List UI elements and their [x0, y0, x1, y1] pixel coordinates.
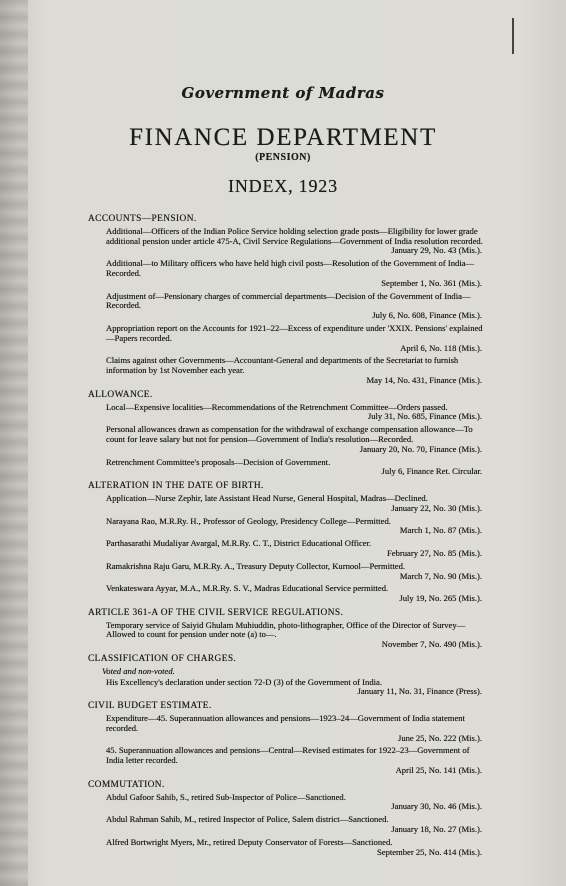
index-entry [106, 678, 484, 698]
index-entry [106, 494, 484, 514]
index-entry [106, 746, 484, 775]
entry-text: Application—Nurse Zephir, late Assistant Head Nurse, General Hospital, Madras—Declined. [106, 492, 428, 503]
index-entry [106, 714, 484, 743]
entry-text: Temporary service of Saiyid Ghulam Muhiuddin, photo-lithographer, Office of the Director of Survey—Allowed to count for pension under note (a) to—. [106, 619, 466, 640]
section-title: ALTERATION IN THE DATE OF BIRTH. [88, 481, 264, 492]
entry-text: Venkateswara Ayyar, M.A., M.R.Ry. S. V., Madras Educational Service permitted. [106, 583, 389, 594]
entry-reference: February 27, No. 85 (Mis.). [387, 547, 482, 558]
entry-reference: July 6, Finance Ret. Circular. [381, 466, 482, 477]
index-entry [106, 458, 484, 478]
entry-text: His Excellency's declaration under section 72-D (3) of the Government of India. [106, 676, 382, 687]
index-content [88, 210, 484, 860]
entry-reference: July 19, No. 265 (Mis.). [399, 593, 482, 604]
entry-reference: January 30, No. 46 (Mis.). [391, 801, 482, 812]
index-entry [106, 259, 484, 288]
index-entry [106, 292, 484, 321]
section-title: COMMUTATION. [88, 779, 165, 790]
entry-reference: November 7, No. 490 (Mis.). [381, 639, 482, 650]
entry-text: Retrenchment Committee's proposals—Decision of Government. [106, 456, 331, 467]
section-title: ACCOUNTS—PENSION. [88, 214, 197, 224]
entry-reference: January 18, No. 27 (Mis.). [391, 824, 482, 835]
entry-text: Additional—Officers of the Indian Police Service holding selection grade posts—Eligibility for lower grade additional pension under article 475-A, Civil Service Regulations—Government of India resolution recorded. [106, 225, 483, 246]
entry-reference: January 11, No. 31, Finance (Press). [357, 686, 482, 697]
entry-reference: January 22, No. 30 (Mis.). [391, 502, 482, 513]
department-subtitle: (PENSION) [255, 152, 311, 163]
entry-text: Appropriation report on the Accounts for 1921–22—Excess of expenditure under 'XXIX. Pensions' explained—Papers recorded. [106, 322, 483, 343]
entry-reference: January 29, No. 43 (Mis.). [391, 245, 482, 256]
index-section [88, 609, 484, 650]
entry-text: Parthasarathi Mudaliyar Avargal, M.R.Ry. C. T., District Educational Officer. [106, 538, 372, 549]
index-entry [106, 539, 484, 559]
entry-reference: September 1, No. 361 (Mis.). [381, 277, 482, 288]
index-section [88, 702, 484, 776]
entry-reference: May 14, No. 431, Finance (Mis.). [366, 374, 482, 385]
index-entry [106, 517, 484, 537]
entry-text: Narayana Rao, M.R.Ry. H., Professor of Geology, Presidency College—Permitted. [106, 515, 391, 526]
index-entry [106, 793, 484, 813]
entry-reference: March 1, No. 87 (Mis.). [399, 525, 482, 536]
entry-text: Claims against other Governments—Accountant-General and departments of the Secretariat to furnish information by 1st November each year. [106, 355, 459, 376]
entry-reference: April 6, No. 118 (Mis.). [400, 342, 482, 353]
entry-text: 45. Superannuation allowances and pensions—Central—Revised estimates for 1922–23—Government of India letter recorded. [106, 745, 470, 766]
entry-text: Expenditure—45. Superannuation allowances and pensions—1923–24—Government of India statement recorded. [106, 713, 465, 733]
index-section [88, 655, 484, 697]
entry-reference: April 25, No. 141 (Mis.). [395, 765, 482, 776]
section-title: ARTICLE 361-A OF THE CIVIL SERVICE REGULATIONS. [88, 607, 344, 618]
entry-text: Local—Expensive localities—Recommendations of the Retrenchment Committee—Orders passed. [106, 401, 448, 412]
department-title: FINANCE DEPARTMENT [129, 124, 437, 151]
index-entry [106, 324, 484, 353]
entry-text: Ramakrishna Raju Garu, M.R.Ry. A., Treasury Deputy Collector, Kurnool—Permitted. [106, 560, 406, 571]
index-entry [106, 621, 484, 650]
entry-text: Alfred Bortwright Myers, Mr., retired Deputy Conservator of Forests—Sanctioned. [106, 836, 393, 847]
entry-reference: March 7, No. 90 (Mis.). [399, 570, 482, 581]
entry-text: Abdul Gafoor Sahib, S., retired Sub-Inspector of Police—Sanctioned. [106, 791, 346, 802]
index-entry [106, 562, 484, 582]
index-entry [106, 356, 484, 385]
section-title: CIVIL BUDGET ESTIMATE. [88, 701, 212, 712]
entry-reference: July 6, No. 608, Finance (Mis.). [372, 310, 482, 321]
index-entry [106, 227, 484, 256]
index-section [88, 391, 484, 477]
index-section [88, 781, 484, 858]
section-title: ALLOWANCE. [88, 389, 153, 400]
index-entry [106, 403, 484, 423]
entry-reference: January 20, No. 70, Finance (Mis.). [359, 443, 482, 454]
entry-text: Adjustment of—Pensionary charges of commercial departments—Decision of the Government of India—Recorded. [106, 290, 471, 311]
section-title: CLASSIFICATION OF CHARGES. [88, 654, 237, 665]
government-heading: Government of Madras [181, 84, 385, 102]
index-entry [106, 584, 484, 604]
page-edge-mark [512, 18, 514, 54]
index-entry [106, 815, 484, 835]
entry-text: Personal allowances drawn as compensation for the withdrawal of exchange compensation allowance—To count for leave salary but not for pension—Government of India's resolution—Recorded. [106, 424, 473, 444]
index-entry [106, 425, 484, 454]
section-label: Voted and non-voted. [102, 665, 175, 676]
entry-reference: September 25, No. 414 (Mis.). [376, 846, 482, 857]
index-section [88, 215, 484, 386]
index-section [88, 482, 484, 604]
index-title: INDEX, 1923 [228, 176, 338, 196]
index-entry [106, 838, 484, 858]
entry-text: Additional—to Military officers who have held high civil posts—Resolution of the Government of India—Recorded. [106, 258, 475, 278]
entry-reference: July 31, No. 685, Finance (Mis.). [367, 411, 482, 422]
entry-text: Abdul Rahman Sahib, M., retired Inspector of Police, Salem district—Sanctioned. [106, 814, 389, 825]
entry-reference: June 25, No. 222 (Mis.). [397, 732, 482, 743]
